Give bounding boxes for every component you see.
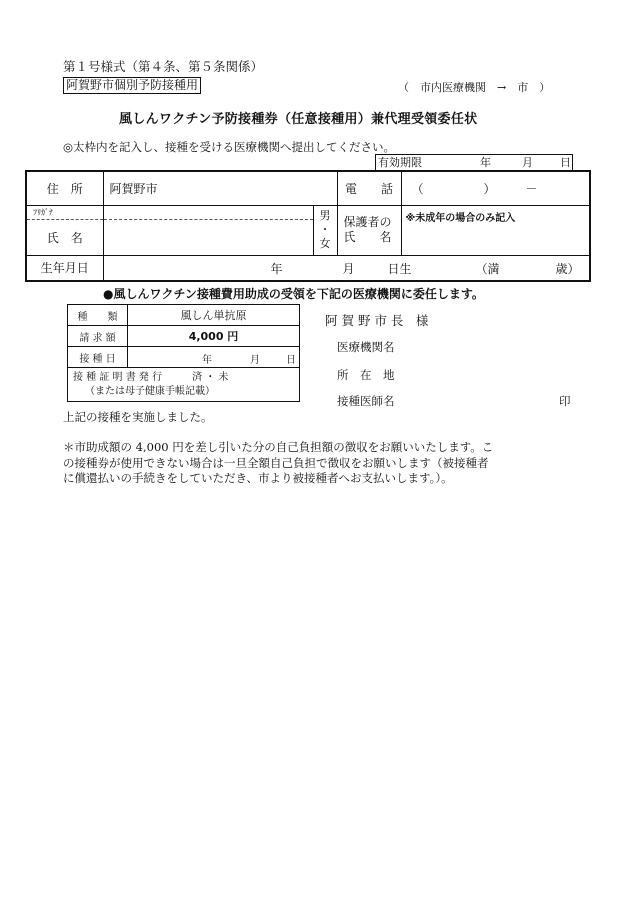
form-number: 第１号様式（第４条、第５条関係）	[63, 59, 264, 74]
certificate-status: 済 ・ 未	[192, 371, 229, 383]
applicant-table	[27, 172, 589, 280]
seal-mark: 印	[559, 394, 571, 408]
sex-male: 男	[319, 209, 331, 223]
validity-box	[375, 154, 573, 170]
routing-note: （ 市内医療機関 → 市 ）	[398, 81, 551, 94]
sex-separator: ・	[319, 223, 331, 237]
amount-value-cell	[128, 326, 300, 347]
guardian-label-cell	[337, 205, 401, 255]
validity-day: 日	[560, 156, 571, 169]
name-field[interactable]	[103, 220, 313, 255]
amount-label-cell	[68, 326, 128, 347]
vaccination-date-label-cell	[68, 347, 128, 368]
phone-format: （ ） －	[411, 181, 538, 196]
birth-year-unit: 年	[270, 261, 283, 276]
validity-month: 月	[522, 156, 533, 169]
sex-cell[interactable]	[313, 205, 337, 255]
address-prefill: 阿賀野市	[109, 181, 158, 196]
date-year-unit: 年	[202, 355, 212, 366]
guardian-label-line2: 氏 名	[343, 230, 392, 245]
program-label: 阿賀野市個別予防接種用	[63, 77, 201, 94]
age-close: 歳）	[555, 261, 580, 276]
validity-label: 有効期限	[378, 156, 422, 169]
phone-field[interactable]	[401, 172, 589, 205]
guardian-name-field[interactable]	[401, 205, 589, 255]
address-field[interactable]	[103, 172, 337, 205]
phone-label: 電 話	[345, 181, 394, 196]
performed-statement: 上記の接種を実施しました。	[63, 410, 213, 424]
clinic-name-label: 医療機関名	[337, 340, 395, 354]
birth-label-cell	[27, 255, 103, 280]
footnote-line-3: に償還払いの手続きをしていただき、市より被接種者へお支払いします。）。	[63, 471, 453, 485]
vaccine-table	[67, 304, 300, 402]
vaccine-type-label: 種 類	[77, 311, 118, 323]
footnote-line-1: ＊市助成額の 4,000 円を差し引いた分の自己負担額の徴収をお願いいたします。こ	[63, 440, 494, 454]
furigana-label: ﾌﾘｶﾞﾅ	[33, 207, 53, 217]
birth-day-unit: 日生	[387, 261, 412, 276]
vaccine-type-value-cell	[128, 305, 300, 326]
doctor-name-label: 接種医師名	[337, 394, 395, 408]
vaccine-type-label-cell	[68, 305, 128, 326]
birth-month-unit: 月	[342, 261, 355, 276]
vaccine-type-value: 風しん単抗原	[180, 309, 247, 322]
delegation-statement: ●風しんワクチン接種費用助成の受領を下記の医療機関に委任します。	[103, 287, 484, 301]
guardian-note: ※未成年の場合のみ記入	[405, 212, 516, 224]
footnote-line-2: の接種券が使用できない場合は一旦全額自己負担で徴収をお願いします（被接種者	[63, 455, 489, 470]
guardian-label-line1: 保護者の	[343, 215, 392, 230]
footnote	[63, 440, 493, 487]
birth-date-field[interactable]	[103, 255, 589, 280]
address-label-cell	[27, 172, 103, 205]
amount-value: 4,000 円	[188, 330, 239, 343]
vaccination-date-label: 接 種 日	[79, 353, 116, 365]
instruction-text: ◎太枠内を記入し、接種を受ける医療機関へ提出してください。	[63, 140, 396, 154]
furigana-field[interactable]	[103, 205, 313, 220]
applicant-frame	[25, 170, 591, 282]
clinic-address-label: 所 在 地	[337, 368, 395, 382]
vaccination-date-field[interactable]	[128, 347, 300, 368]
sex-female: 女	[319, 237, 331, 251]
date-month-unit: 月	[250, 355, 260, 366]
phone-label-cell	[337, 172, 401, 205]
validity-year: 年	[480, 156, 491, 169]
page-title: 風しんワクチン予防接種券（任意接種用）兼代理受領委任状	[119, 112, 478, 127]
birth-label: 生年月日	[40, 261, 89, 276]
certificate-cell[interactable]	[68, 368, 300, 402]
name-label-cell	[27, 220, 103, 255]
name-label: 氏 名	[46, 230, 83, 245]
amount-label: 請 求 額	[79, 332, 116, 344]
furigana-label-cell	[27, 205, 103, 220]
addressee: 阿 賀 野 市 長 様	[325, 313, 429, 328]
certificate-note: （または母子健康手帳記載）	[85, 385, 215, 397]
age-open: （満	[475, 261, 500, 276]
address-label: 住 所	[46, 181, 83, 196]
date-day-unit: 日	[286, 355, 296, 366]
certificate-label: 接 種 証 明 書 発 行	[73, 371, 163, 383]
